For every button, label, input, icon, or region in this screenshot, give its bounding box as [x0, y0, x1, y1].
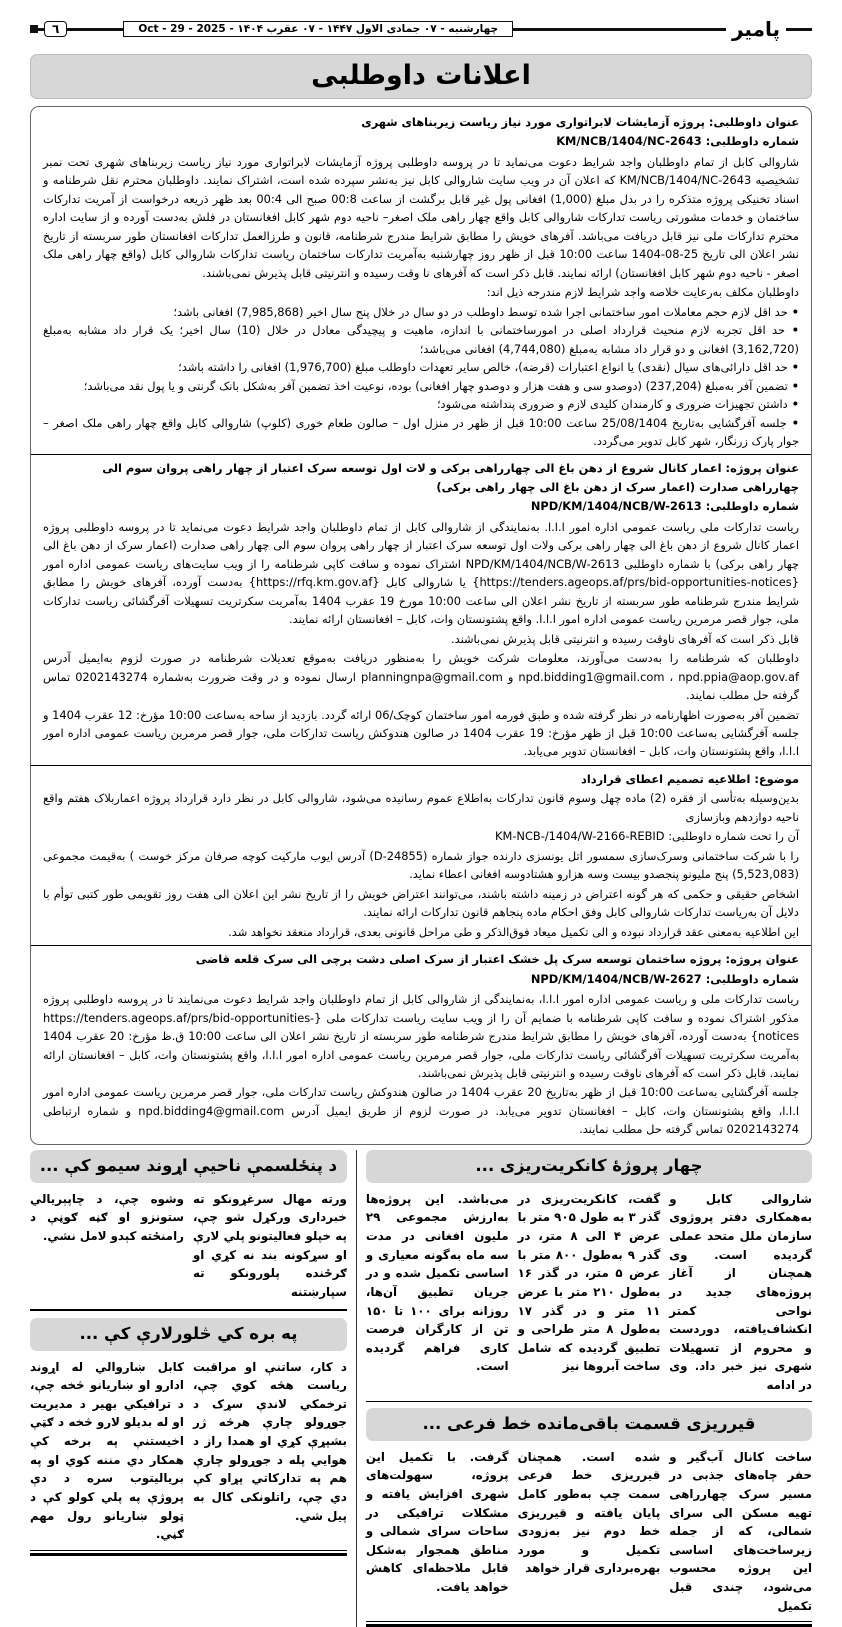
- tender-2-number: [43, 497, 799, 515]
- tender-announcements-box: [30, 106, 812, 1145]
- requirement-item: • تضمین آفر به‌مبلغ (237,204) (دوصدو سی و هفت هزار و دوصدو چهار افغانی) بوده، نوعیت اخذ تضمین آفر به‌شکل بانک گرنتی و یا پول نقد می‌باشد؛: [43, 377, 799, 395]
- news-headline: قیرریزی قسمت باقی‌مانده خط فرعی ...: [366, 1408, 812, 1441]
- tender-2-number-value: NPD/KM/1404/NCB/W-2613: [530, 499, 702, 514]
- news-article-district15: [30, 1150, 347, 1302]
- award-notice-paragraph: بدین‌وسیله به‌تأسی از فقره (2) ماده چهل وسوم قانون تدارکات به‌اطلاع عموم رسانیده می‌شود، شاروالی کابل در نظر دارد قرارداد پروژه اعماربلاک هفتم واقع ناحیه دوازدهم وبازسازی: [43, 791, 799, 824]
- masthead-rule-mid: [513, 28, 726, 31]
- page-number-badge: ٦: [44, 21, 67, 37]
- award-notice-paragraph: را با شرکت ساختمانی وسرک‌سازی سمسور اتل یونسزی دارنده جواز شماره (D-24855) آدرس ایوب مارکیت کوچه صرفان مرکز خوست ) به‌قیمت مجموعی (5,523,083) پنج ملیونو پنجصدو بیست وسه هزارو هشتادوسه افغانی اعطاء نماید.: [43, 848, 799, 882]
- news-column: می‌باشد. این پروژه‌ها به‌ارزش مجموعی ۲۹ ملیون افغانی در مدت سه ماه به‌گونه معیاری و اساسی تکمیل شده و در جریان تطبیق آن‌ها، روزانه برای ۱۰۰ تا ۱۵۰ تن از کارگران فرصت کاری فراهم گردیده است.: [365, 1191, 509, 1374]
- tender-1-body: شاروالی کابل از تمام داوطلبان واجد شرایط دعوت می‌نماید تا در پروسه داوطلبی پروژه آزمایشات لابراتواری مورد نیاز ریاست زیربناهای شهری تحت نمبر تشخیصیه KM/NCB/1404/NC-2643 که اعلان آن در ویب سایت شاروالی کابل نیز به‌نشر سپرده شده است، اشتراک نمایند. داوطلبان محترم نقل شرطنامه و اسناد تخنیکی پروژه متذکره را در بدل مبلغ (1,000) افغانی پول غیر قابل برگشت از ساعت 00:8 صبح الی 00:4 بعد ظهر ذریعه درخواست از آمریت تدارکات ساختمان و خدمات مشورتی ریاست تدارکات شاروالی کابل واقع چهار راهی ملک اصغر– ناحیه دوم شهر کابل افغانستان در فلش به‌دست آورده و از سایت اداره محترم تدارکات ملی نیز قابل دریافت می‌باشد. آفرهای خویش را مطابق شرایط مندرج شرطنامه، قانون و طرزالعمل تدارکات افغانستان طور سربسته از تاریخ نشر اعلان الی تاریخ 25-08-1404 ساعت 10:00 قبل از ظهر روز چهارشنبه به‌آمریت تدارکات ساختمان ریاست تدارکات شاروالی کابل (واقع چهار راهی ملک اصغر - ناحیه دوم شهر کابل افغانستان) ارائه نمایند. قابل ذکر است که آفرهای نا وقت رسیده و انترنیتی قابل پذیرش نمی‌باشند.: [43, 154, 799, 280]
- news-right-half: [357, 1150, 812, 1627]
- news-column: د کار، ساتنې او مراقبت ریاست هڅه کوي چې، ترخمکي لاندې سړک د جوړولو چارې هرڅه ژر بشپړې کړي او همدا راز د هوایي پله د جوړولو چارې هم په تدارکاتي پړاو کې دي چې، راتلونکی کال به پیل شي.: [192, 1359, 347, 1523]
- award-notice-heading: موضوع: اطلاعیه تصمیم اعطای قرارداد: [581, 771, 799, 786]
- newspaper-brand: پامیر: [731, 17, 780, 41]
- news-headline: د پنځلسمې ناحیې اړوند سیمو کې ...: [30, 1150, 347, 1183]
- news-article-barakib-crossroad: [30, 1318, 347, 1544]
- news-column: شده است. همچنان قیرریزی خط فرعی سمت چپ به‌طور کامل پایان یافته و قیرریزی خط دوم نیز به‌زودی تکمیل و مورد بهره‌برداری قرار خواهد: [517, 1449, 661, 1576]
- news-headline: چهار پروژهٔ کانکریت‌ریزی ...: [366, 1150, 812, 1183]
- tender-2-paragraph: داوطلبان که شرطنامه را به‌دست می‌آورند، معلومات شرکت خویش را به‌منظور دریافت به‌موقع تعدیلات شرطنامه در صورت لزوم به‌ایمیل آدرس npd.bidding1@gmail.com ، npd.ppia@aop.gov.af و planningnpa@gmail.com ارسال نموده و در وقت ضرورت به‌شماره 0202143274 تماس گرفته حل مطلب نمایند.: [43, 651, 799, 703]
- news-column: شاروالی کابل و به‌همکاری دفتر پروژوی سازمان ملل متحد عملی گردیده است. وی همچنان از آغاز پروژه‌های جدید در نواحی کمتر انکشاف‌یافته، دوردست و محروم از تسهیلات شهری نیز خبر داد. وی در ادامه: [669, 1191, 812, 1393]
- tender-2-number-label: شماره داوطلبی:: [705, 499, 799, 514]
- tender-section-2: [43, 459, 799, 761]
- tender-section-1: [43, 113, 799, 450]
- news-column: گرفت. با تکمیل این پروژه، سهولت‌های شهری افزایش یافته و مشکلات ترافیکی در ساحات سرای شمالی و مناطق همجوار به‌شکل قابل ملاحظه‌ای کاهش خواهد یافت.: [365, 1449, 509, 1595]
- award-number-label: آن را تحت شماره داوطلبی:: [668, 829, 799, 844]
- masthead: [30, 14, 812, 44]
- requirement-item: • جلسه آفرگشایی به‌تاریخ 25/08/1404 ساعت 10:00 قبل از ظهر در منزل اول – صالون طعام خوری (کلوپ) شاروالی کابل واقع چهار راهی ملک اصغر – جوار پارک زرنگار، شهر کابل تدویر می‌گردد.: [43, 414, 799, 451]
- masthead-rule-right: [786, 28, 812, 31]
- masthead-rule-cap: [38, 28, 44, 31]
- tender-1-number: [43, 132, 799, 150]
- tender-1-number-value: KM/NCB/1404/NC-2643: [556, 134, 702, 149]
- news-body: [30, 1358, 347, 1544]
- news-column: گفت، کانکریت‌ریزی در گذر ۳ به طول ۹۰۵ متر با عرض ۴ الی ۸ متر، در گذر ۹ به‌طول ۸۰۰ متر با عرض ۵ متر، در گذر ۱۶ به‌طول ۲۱۰ متر با عرض ۱۱ متر و در گذر ۱۷ به‌طول ۸ متر طراحی و تطبیق گردیده که شامل ساخت آبروها نیز: [517, 1191, 661, 1374]
- date-bar: چهارشنبه - ۰۷ جمادی الاول ۱۴۴۷ - ۰۷ عقرب ۱۴۰۴ - Oct - 29 - 2025: [123, 21, 513, 37]
- news-column: وشوه چې، د چاپېریالي ستونزو او ګڼه ګوڼې د رامنځته کېدو لامل نشي.: [30, 1191, 184, 1244]
- news-body: [366, 1190, 812, 1395]
- tender-1-number-label: شماره داوطلبی:: [705, 134, 799, 149]
- tender-3-paragraph: جلسه آفرگشایی به‌ساعت 10:00 قبل از ظهر به‌تاریخ 20 عقرب 1404 در صالون هندوکش ریاست تدارکات ملی، جوار قصر مرمرین ریاست عمومی اداره امور ا.ا.ا، واقع پشتونستان وات، کابل – افغانستان تدویر می‌یابد. در صورت لزوم از طریق ایمیل آدرس npd.bidding4@gmail.com و شماره ارتباطی 0202143274 تماس گرفته حل مطلب نمایند.: [43, 1085, 799, 1137]
- tender-3-number-value: NPD/KM/1404/NCB/W-2627: [530, 971, 702, 986]
- news-headline: په بره کي څلورلارې کې ...: [30, 1318, 347, 1351]
- tender-2-paragraph: تضمین آفر به‌صورت اظهارنامه در نظر گرفته شده و طبق فورمه امور ساختمان کوچک/06 ارائه گردد. بازدید از ساحه به‌ساعت 10:00 مؤرخ: 12 عقرب 1404 و جلسه آفرگشایی به‌ساعت 10:00 قبل از ظهر مؤرخ: 19 عقرب 1404 در صالون هندوکش ریاست تدارکات ملی، جوار قصر مرمرین ریاست عمومی اداره امور ا.ا.ا، واقع پشتونستان وات، کابل – افغانستان تدویر می‌یابد.: [43, 707, 799, 759]
- section-divider: [31, 945, 811, 946]
- news-area: [30, 1150, 812, 1627]
- news-column: ساخت کانال آب‌گیر و حفر چاه‌های جذبی در مسیر سرک چهارراهی تهیه مسکن الی سرای شمالی، که از جمله زیرساخت‌های اساسی این پروژه محسوب می‌شود، چندی قبل تکمیل: [669, 1449, 812, 1613]
- news-article-asphalt-line: [366, 1408, 812, 1616]
- tender-2-paragraph: قابل ذکر است که آفرهای ناوقت رسیده و انترنیتی قابل پذیرش نمی‌باشند.: [450, 631, 799, 646]
- tender-2-title: عنوان پروژه: اعمار کانال شروع از دهن باغ الی چهارراهی برکی و لات اول توسعه سرک اعتبار از چهار راهی پروان سوم الی چهارراهی صدارت (اعمار سرک از دهن باغ الی چهار راهی برکی): [102, 461, 799, 494]
- bottom-rule: [30, 1550, 347, 1556]
- news-column: کابل ښاروالي له اړوند ادارو او ښاریانو څخه چې، د ترافیکي بهیر د مدیریت او له بدیلو لارو څخه د ګټې اخیستنې په برخه کې همکار دي مننه کوي او په بریالیتوب سره د دې پروژې په پلي کولو کې د ټولو ښاریانو رول مهم ګڼي.: [30, 1359, 184, 1542]
- tender-3-number-label: شماره داوطلبی:: [705, 971, 799, 986]
- bottom-rule: [366, 1621, 812, 1627]
- news-left-half: [30, 1150, 357, 1627]
- news-divider: [366, 1401, 812, 1402]
- tender-3-number: [43, 970, 799, 988]
- news-divider: [30, 1309, 347, 1311]
- tender-1-requirements: [43, 303, 799, 451]
- tender-1-title: عنوان داوطلبی: پروژه آزمایشات لابراتواری مورد نیاز ریاست زیربناهای شهری: [361, 115, 799, 129]
- award-notice-number-line: [43, 827, 799, 845]
- news-body: [366, 1448, 812, 1616]
- award-notice-paragraph: اشخاص حقیقی و حکمی که هر گونه اعتراض در زمینه داشته باشند، می‌توانند اعتراض خویش را از تاریخ نشر این اعلان الی هفت روز تقویمی طور کتبی توأم با دلایل آن به‌ریاست تدارکات شاروالی کابل وفق احکام ماده پنجاهم قانون تدارکات ارائه نمایند.: [43, 886, 799, 920]
- news-body: [30, 1190, 347, 1302]
- tender-1-list-intro: داوطلبان مکلف به‌رعایت خلاصه واجد شرایط لازم مندرجه ذیل اند:: [486, 285, 799, 300]
- tender-section-3: [43, 950, 799, 1139]
- award-number-value: KM-NCB-/1404/W-2166-REBID: [495, 829, 665, 844]
- requirement-item: • داشتن تجهیزات ضروری و کارمندان کلیدی لازم و ضروری پنداشته می‌شود؛: [43, 395, 799, 413]
- requirement-item: • حد اقل تجربه لازم منحیث قرارداد اصلی در امورساختمانی با اندازه، ماهیت و پیچیدگی معادل در خلال (10) سال اخیر؛ یک قرار داد مشابه به‌مبلغ (3,162,720) افغانی و دو قرار داد مشابه به‌مبلغ (4,744,080) افغانی می‌باشد؛: [43, 321, 799, 358]
- award-notice-section: [43, 770, 799, 941]
- section-divider: [31, 765, 811, 766]
- section-divider: [31, 454, 811, 455]
- tender-2-paragraph: ریاست تدارکات ملی ریاست عمومی اداره امور ا.ا.ا. به‌نمایندگی از شاروالی کابل از تمام داوطلبان واجد شرایط دعوت می‌نماید تا در پروسه داوطلبی پروژه اعمار کانال شروع از دهن باغ الی چهار راهی برکی ولات اول توسعه سرک اعتبار از چهار راهی پروان سوم الی چهار راهی صدارت (اعمار سرک از دهن باغ الی چهار راهی برکی) با شماره داوطلبی NPD/KM/1404/NCB/W-2613 اشتراک نموده و سافت کاپی شرطنامه را از ویب سایت‌های ریاست عمومی اداره امور {https://tenders.ageops.af/prs/bid-opportunities-notices} یا شاروالی کابل {https://rfq.km.gov.af} به‌دست آورده، آفرهای خویش را مطابق شرایط مندرج شرطنامه طور سربسته از تاریخ نشر اعلان الی ساعت 10:00 مورخ 19 عقرب 1404 به‌آمریت سکرتریت تسهیلات آفرگشائی ریاست تدارکات ملی، جوار قصر مرمرین ریاست عمومی اداره امور ا.ا.ا. واقع پشتونستان وات، کابل – افغانستان ارائه نمایند.: [43, 519, 799, 627]
- tender-3-title: عنوان پروژه: پروژه ساختمان توسعه سرک پل خشک اعتبار از سرک اصلی دشت برچی الی سرک قلعه قاضی: [195, 952, 799, 967]
- announcements-banner-title: اعلانات داوطلبی: [30, 54, 812, 99]
- masthead-rule-left: [67, 28, 123, 31]
- tender-3-paragraph: ریاست تدارکات ملی و ریاست عمومی اداره امور ا.ا.ا، به‌نمایندگی از شاروالی کابل از تمام داوطلبان واجد شرایط دعوت می‌نمایند تا در پروسه داوطلبی پروژه مذکور اشتراک نموده و سافت کاپی شرطنامه با ضمایم آن را از ویب سایت ریاست تدارکات ملی {https://tenders.ageops.af/prs/bid-opportunities-notices} به‌دست آورده، آفرهای خویش را مطابق شرایط مندرج شرطنامه طور سربسته از تاریخ نشر اعلان الی ساعت 10:00 ق.ظ مؤرخ: 20 عقرب 1404 به‌آمریت سکرتریت تسهیلات آفرگشائی ریاست تدارکات ملی، جوار قصر مرمرین ریاست عمومی اداره امور ا.ا.ا، واقع پشتونستان وات، کابل – افغانستان ارائه نمایند. قابل ذکر است که آفرهای ناوقت رسیده و انترنیتی قابل پذیرش نمی‌باشند.: [43, 992, 800, 1080]
- news-article-concrete-projects: [366, 1150, 812, 1395]
- masthead-endcap: [30, 25, 38, 33]
- award-notice-paragraph: این اطلاعیه به‌معنی عقد قرارداد نبوده و الی تکمیل میعاد فوق‌الذکر و طی مراحل قانونی بعدی، قرارداد منعقد نخواهد شد.: [228, 924, 799, 939]
- requirement-item: • حد اقل دارائی‌های سیال (نقدی) یا انواع اعتبارات (قرضه)، خالص سایر تعهدات داوطلب مبلغ (1,976,700) افغانی را داشته باشد؛: [43, 358, 799, 376]
- requirement-item: • حد اقل لازم حجم معاملات امور ساختمانی اجرا شده توسط داوطلب در دو سال در خلال پنج سال اخیر (7,985,868) افغانی باشد؛: [43, 303, 799, 321]
- news-column: ورته مهال سرغړونکو ته خبرداری ورکړل شو چې، په خپلو فعالیتونو پلي لارې او سړکونه بند نه کړي او ګرځنده پلورونکو ته سپارښتنه: [192, 1191, 347, 1299]
